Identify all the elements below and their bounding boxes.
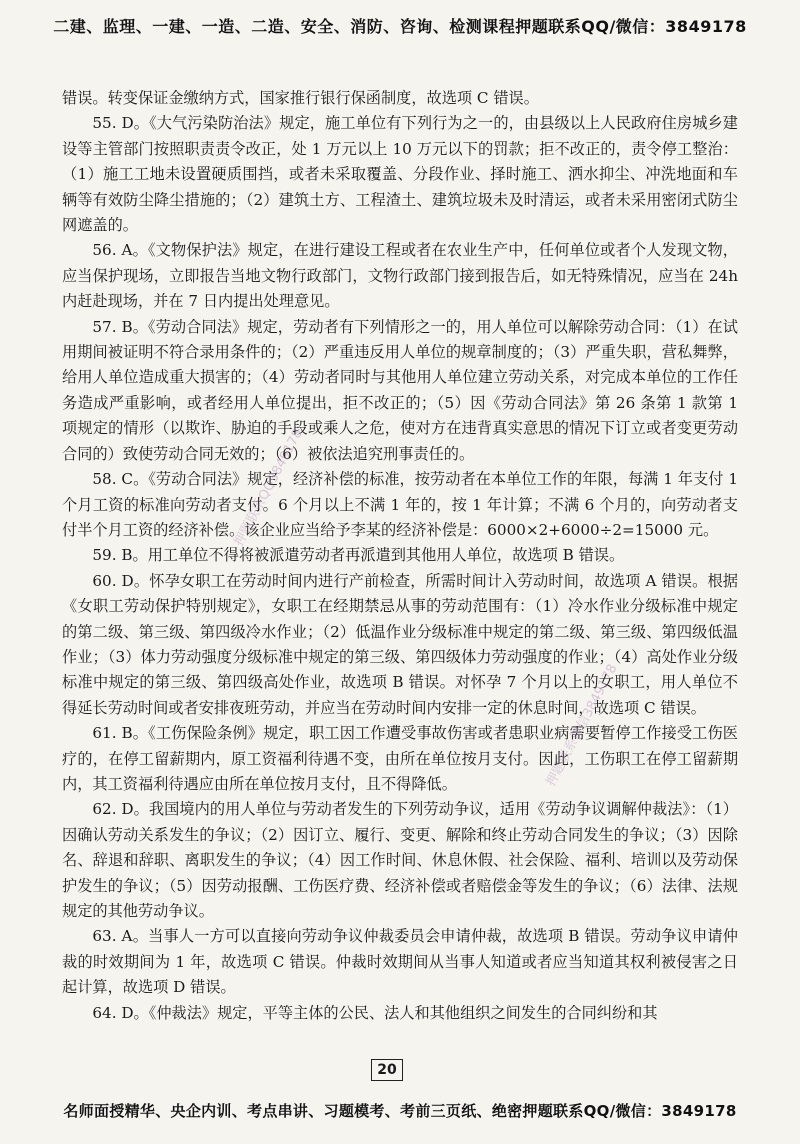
answer-58: 58. C。《劳动合同法》规定，经济补偿的标准，按劳动者在本单位工作的年限，每满 1 年支付 1 个月工资的标准向劳动者支付。6 个月以上不满 1 年的，按 1 年计算；不满 6 个月的，向劳动者支付半个月工资的经济补偿。该企业应当给予李某的经济补偿是：6000×2+6000÷2=15000 元。 — [62, 470, 738, 539]
answer-62: 62. D。我国境内的用人单位与劳动者发生的下列劳动争议，适用《劳动争议调解仲裁法》：（1）因确认劳动关系发生的争议；（2）因订立、履行、变更、解除和终止劳动合同发生的争议；（3）因除名、辞退和辞职、离职发生的争议；（4）因工作时间、休息休假、社会保险、福利、培训以及劳动保护发生的争议；（5）因劳动报酬、工伤医疗费、经济补偿或者赔偿金等发生的争议；（6）法律、法规规定的其他劳动争议。 — [62, 800, 738, 920]
answer-64: 64. D。《仲裁法》规定，平等主体的公民、法人和其他组织之间发生的合同纠纷和其 — [92, 1003, 658, 1022]
page-number: 20 — [371, 1059, 403, 1081]
answer-61: 61. B。《工伤保险条例》规定，职工因工作遭受事故伤害或者患职业病需要暂停工作接受工伤医疗的，在停工留薪期内，原工资福利待遇不变，由所在单位按月支付。因此，工伤职工在停工留薪期内，其工资福利待遇应由所在单位按月支付，且不得降低。 — [62, 724, 738, 793]
answer-59: 59. B。用工单位不得将被派遣劳动者再派遣到其他用人单位，故选项 B 错误。 — [92, 546, 625, 565]
watermark: 押题联系微信3849178 — [543, 661, 621, 789]
answer-explanations — [62, 86, 738, 1026]
answer-56: 56. A。《文物保护法》规定，在进行建设工程或者在农业生产中，任何单位或者个人发现文物，应当保护现场，立即报告当地文物行政部门，文物行政部门接到报告后，如无特殊情况，应当在 24h 内赶赴现场，并在 7 日内提出处理意见。 — [62, 241, 738, 311]
paragraph-continuation: 错误。转变保证金缴纳方式，国家推行银行保函制度，故选项 C 错误。 — [62, 89, 539, 107]
answer-57: 57. B。《劳动合同法》规定，劳动者有下列情形之一的，用人单位可以解除劳动合同：（1）在试用期间被证明不符合录用条件的；（2）严重违反用人单位的规章制度的；（3）严重失职，营私舞弊，给用人单位造成重大损害的；（4）劳动者同时与其他用人单位建立劳动关系，对完成本单位的工作任务造成严重影响，或者经用人单位提出，拒不改正的；（5）因《劳动合同法》第 26 条第 1 款第 1 项规定的情形（以欺诈、胁迫的手段或乘人之危，使对方在违背真实意思的情况下订立或者变更劳动合同的）致使劳动合同无效的；（6）被依法追究刑事责任的。 — [62, 317, 738, 463]
answer-55: 55. D。《大气污染防治法》规定，施工单位有下列行为之一的，由县级以上人民政府住房城乡建设等主管部门按照职责责令改正，处 1 万元以上 10 万元以下的罚款；拒不改正的，责令停工整治：（1）施工工地未设置硬质围挡，或者未采取覆盖、分段作业、择时施工、洒水抑尘、冲洗地面和车辆等有效防尘降尘措施的；（2）建筑土方、工程渣土、建筑垃圾未及时清运，或者未采用密闭式防尘网遮盖的。 — [62, 114, 738, 235]
watermark: 押题联系QQ3849178 — [231, 426, 306, 549]
answer-60: 60. D。怀孕女职工在劳动时间内进行产前检查，所需时间计入劳动时间，故选项 A 错误。根据《女职工劳动保护特别规定》，女职工在经期禁忌从事的劳动范围有：（1）冷水作业分级标准中规定的第二级、第三级、第四级冷水作业；（2）低温作业分级标准中规定的第二级、第三级、第四级低温作业；（3）体力劳动强度分级标准中规定的第三级、第四级体力劳动强度的作业；（4）高处作业分级标准中规定的第三级、第四级高处作业，故选项 B 错误。对怀孕 7 个月以上的女职工，用人单位不得延长劳动时间或者安排夜班劳动，并应当在劳动时间内安排一定的休息时间，故选项 C 错误。 — [62, 571, 738, 717]
answer-63: 63. A。当事人一方可以直接向劳动争议仲裁委员会申请仲裁，故选项 B 错误。劳动争议申请仲裁的时效期间为 1 年，故选项 C 错误。仲裁时效期间从当事人知道或者应当知道其权利被侵害之日起计算，故选项 D 错误。 — [62, 927, 738, 997]
page-header: 二建、监理、一建、一造、二造、安全、消防、咨询、检测课程押题联系QQ/微信：3849178 — [53, 17, 747, 36]
page-footer: 名师面授精华、央企内训、考点串讲、习题模考、考前三页纸、绝密押题联系QQ/微信：3849178 — [63, 1102, 737, 1120]
